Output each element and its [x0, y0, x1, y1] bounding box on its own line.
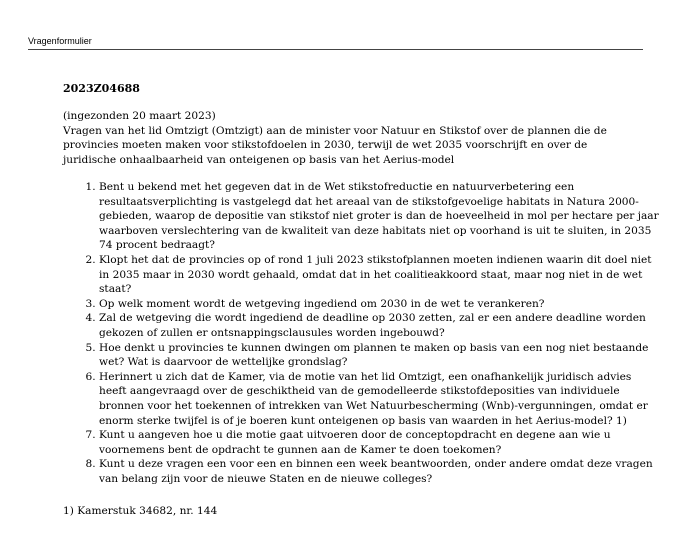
question-item: 7. Kunt u aangeven hoe u die motie gaat uitvoeren door de conceptopdracht en degene aan wie u voornemens bent de opdracht te gunnen aan de Kamer te doen toekomen?: [99, 428, 659, 457]
question-item: 4. Zal de wetgeving die wordt ingediend de deadline op 2030 zetten, zal er een andere deadline worden gekozen of zullen er ontsnappingsclausules worden ingebouwd?: [99, 311, 659, 340]
header-divider: [28, 49, 643, 50]
question-item: 8. Kunt u deze vragen een voor een en binnen een week beantwoorden, onder andere omdat deze vragen van belang zijn voor de nieuwe Staten en de nieuwe colleges?: [99, 457, 659, 486]
form-header-label: Vragenformulier: [28, 36, 92, 46]
question-item: 3. Op welk moment wordt de wetgeving ingediend om 2030 in de wet te verankeren?: [99, 297, 659, 312]
document-intro: [63, 109, 628, 167]
submitted-date: (ingezonden 20 maart 2023): [63, 110, 216, 122]
question-list: [63, 180, 659, 486]
footnote: 1) Kamerstuk 34682, nr. 144: [63, 505, 218, 517]
question-item: 5. Hoe denkt u provincies te kunnen dwingen om plannen te maken op basis van een nog niet bestaande wet? Wat is daarvoor de wettelijke grondslag?: [99, 341, 659, 370]
question-item: 2. Klopt het dat de provincies op of rond 1 juli 2023 stikstofplannen moeten indienen waarin dit doel niet in 2035 maar in 2030 wordt gehaald, omdat dat in het coalitieakkoord staat, maar nog niet in de wet staat?: [99, 253, 659, 297]
question-item: 1. Bent u bekend met het gegeven dat in de Wet stikstofreductie en natuurverbetering een resultaatsverplichting is vastgelegd dat het areaal van de stikstofgevoelige habitats in Natura 2000-gebieden, waarop de depositie van stikstof niet groter is dan de hoeveelheid in mol per hectare per jaar waarboven verslechtering van de kwaliteit van deze habitats niet op voorhand is uit te sluiten, in 2035 74 procent bedraagt?: [99, 180, 659, 253]
intro-text: Vragen van het lid Omtzigt (Omtzigt) aan de minister voor Natuur en Stikstof over de plannen die de provincies moeten maken voor stikstofdoelen in 2030, terwijl de wet 2035 voorschrijft en over de juridische onhaalbaarheid van onteigenen op basis van het Aerius-model: [63, 124, 607, 166]
question-item: 6. Herinnert u zich dat de Kamer, via de motie van het lid Omtzigt, een onafhankelijk juridisch advies heeft aangevraagd over de geschiktheid van de gemodelleerde stikstofdeposities van individuele bronnen voor het toekennen of intrekken van Wet Natuurbescherming (Wnb)-vergunningen, omdat er enorm sterke twijfel is of je boeren kunt onteigenen op basis van waarden in het Aerius-model? 1): [99, 370, 659, 428]
document-number: 2023Z04688: [63, 82, 140, 95]
